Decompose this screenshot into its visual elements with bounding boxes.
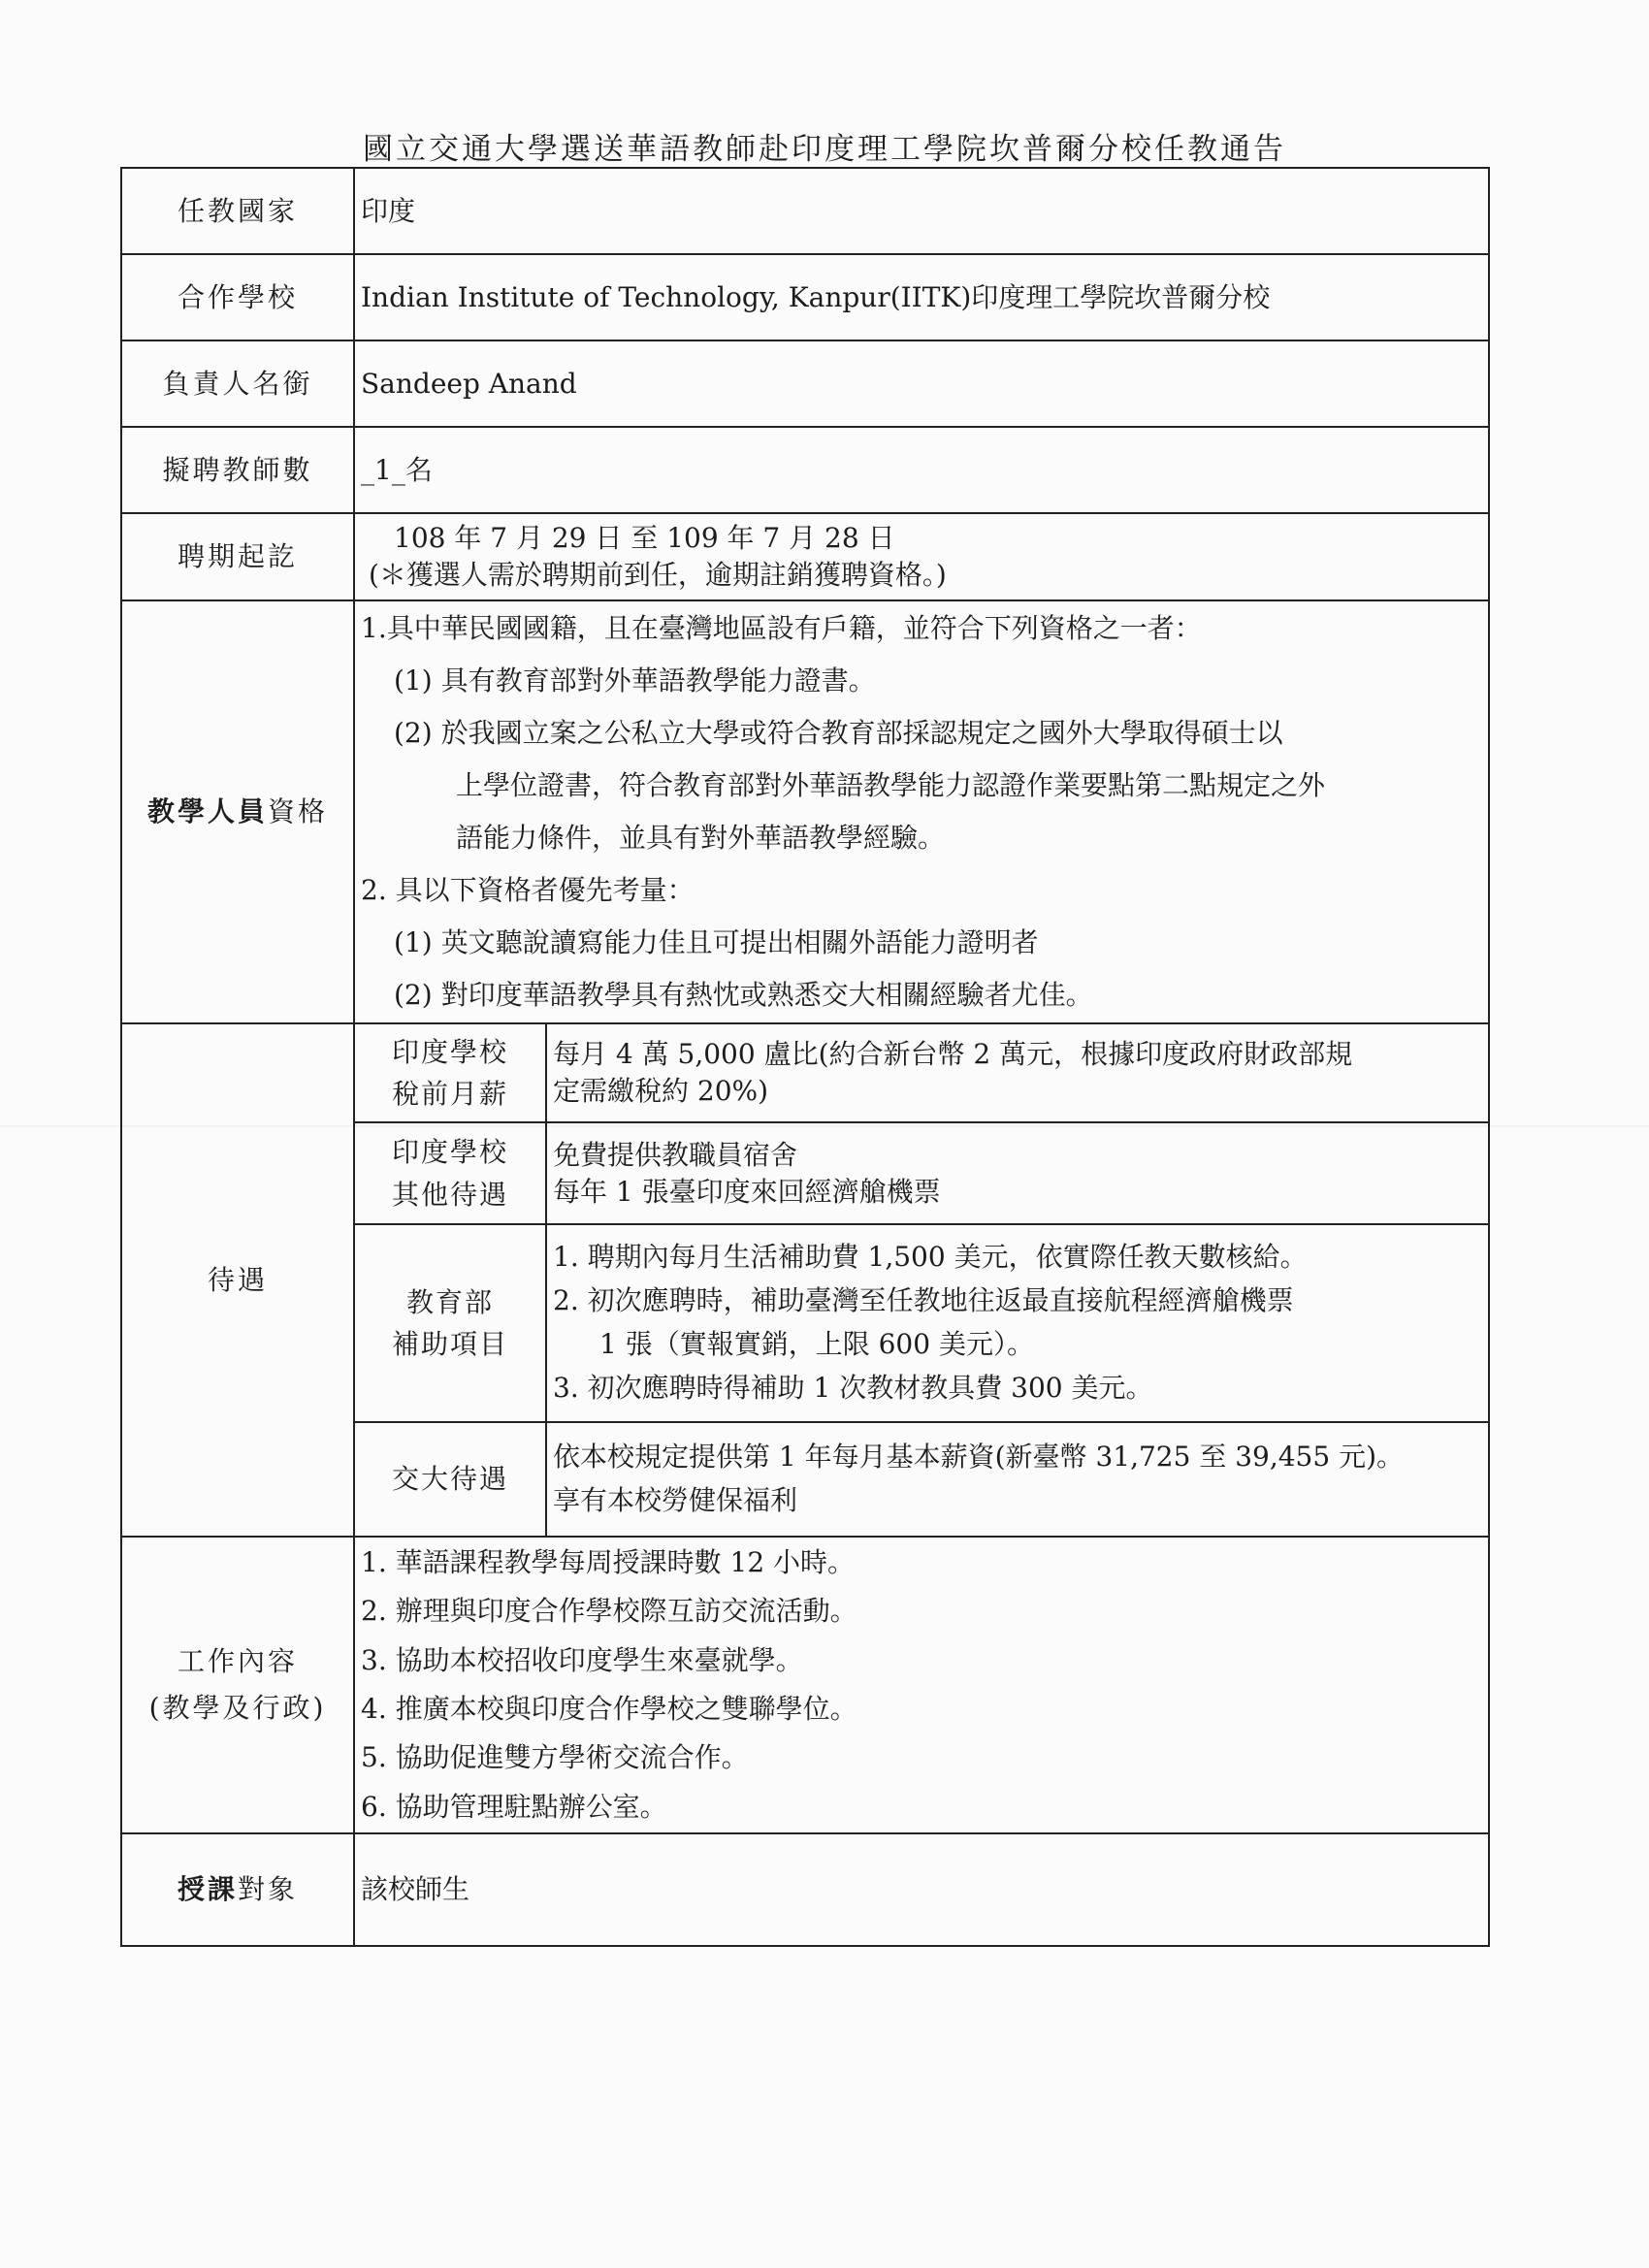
other-value bbox=[546, 1122, 1489, 1224]
headcount-label: 擬聘教師數 bbox=[121, 427, 354, 513]
duty-line: 3. 協助本校招收印度學生來臺就學。 bbox=[361, 1643, 803, 1676]
moe-line: 1 張（實報實銷，上限 600 美元）。 bbox=[599, 1328, 1034, 1360]
period-dates: 108 年 7 月 29 日 至 109 年 7 月 28 日 bbox=[394, 522, 895, 555]
qualification-line: (1) 英文聽說讀寫能力佳且可提出相關外語能力證明者 bbox=[394, 926, 1039, 958]
moe-label-line2: 補助項目 bbox=[391, 1328, 508, 1360]
row-period bbox=[121, 513, 1489, 600]
moe-value bbox=[546, 1224, 1489, 1422]
duty-line: 1. 華語課程教學每周授課時數 12 小時。 bbox=[361, 1545, 856, 1578]
period-value bbox=[354, 513, 1489, 600]
duties-label-line1: 工作內容 bbox=[177, 1645, 298, 1678]
moe-line: 2. 初次應聘時，補助臺灣至任教地往返最直接航程經濟艙機票 bbox=[553, 1284, 1294, 1317]
moe-line: 3. 初次應聘時得補助 1 次教材教具費 300 美元。 bbox=[553, 1371, 1153, 1404]
qualifications-label bbox=[121, 600, 354, 1023]
other-line1: 免費提供教職員宿舍 bbox=[553, 1138, 798, 1171]
qualification-line: 1.具中華民國國籍，且在臺灣地區設有戶籍，並符合下列資格之一者： bbox=[361, 612, 1202, 644]
nctu-line2: 享有本校勞健保福利 bbox=[553, 1484, 798, 1516]
school-label: 合作學校 bbox=[121, 254, 354, 340]
benefits-label: 待遇 bbox=[121, 1023, 354, 1537]
qualification-line: 語能力條件，並具有對外華語教學經驗。 bbox=[456, 822, 946, 854]
other-label-line1: 印度學校 bbox=[391, 1136, 508, 1169]
other-label bbox=[354, 1122, 546, 1224]
qualification-line: (2) 於我國立案之公私立大學或符合教育部採認規定之國外大學取得碩士以 bbox=[394, 717, 1283, 749]
nctu-line1: 依本校規定提供第 1 年每月基本薪資(新臺幣 31,725 至 39,455 元)。 bbox=[553, 1441, 1405, 1474]
nctu-value bbox=[546, 1422, 1489, 1537]
qualifications-value bbox=[354, 600, 1489, 1023]
salary-label bbox=[354, 1023, 546, 1122]
moe-label bbox=[354, 1224, 546, 1422]
row-contact bbox=[121, 340, 1489, 427]
qualification-line: 2. 具以下資格者優先考量： bbox=[361, 874, 695, 906]
duty-line: 4. 推廣本校與印度合作學校之雙聯學位。 bbox=[361, 1693, 857, 1725]
duty-line: 5. 協助促進雙方學術交流合作。 bbox=[361, 1741, 749, 1774]
qualification-line: (1) 具有教育部對外華語教學能力證書。 bbox=[394, 664, 876, 697]
nctu-label: 交大待遇 bbox=[354, 1422, 546, 1537]
moe-label-line1: 教育部 bbox=[405, 1285, 494, 1318]
other-line2: 每年 1 張臺印度來回經濟艙機票 bbox=[553, 1175, 941, 1208]
duties-label bbox=[121, 1537, 354, 1833]
salary-label-line2: 稅前月薪 bbox=[391, 1078, 508, 1110]
duty-line: 6. 協助管理駐點辦公室。 bbox=[361, 1790, 667, 1823]
row-duties bbox=[121, 1537, 1489, 1833]
row-benefits-salary bbox=[121, 1023, 1489, 1122]
headcount-value: _1_名 bbox=[354, 427, 1489, 513]
period-label: 聘期起訖 bbox=[121, 513, 354, 600]
qualification-line: (2) 對印度華語教學具有熱忱或熟悉交大相關經驗者尤佳。 bbox=[394, 979, 1093, 1011]
contact-value: Sandeep Anand bbox=[354, 340, 1489, 427]
salary-label-line1: 印度學校 bbox=[391, 1035, 508, 1068]
row-audience bbox=[121, 1833, 1489, 1946]
duty-line: 2. 辦理與印度合作學校際互訪交流活動。 bbox=[361, 1595, 857, 1628]
audience-label-bold: 授課 bbox=[177, 1873, 238, 1906]
row-headcount bbox=[121, 427, 1489, 513]
duties-value bbox=[354, 1537, 1489, 1833]
qualification-line: 上學位證書，符合教育部對外華語教學能力認證作業要點第二點規定之外 bbox=[456, 769, 1326, 801]
row-qualifications bbox=[121, 600, 1489, 1023]
country-label: 任教國家 bbox=[121, 168, 354, 254]
salary-line1: 每月 4 萬 5,000 盧比(約合新台幣 2 萬元，根據印度政府財政部規 bbox=[553, 1038, 1353, 1071]
country-value: 印度 bbox=[354, 168, 1489, 254]
row-country bbox=[121, 168, 1489, 254]
other-label-line2: 其他待遇 bbox=[391, 1178, 508, 1211]
audience-value: 該校師生 bbox=[354, 1833, 1489, 1946]
qualifications-label-bold: 教學人員 bbox=[146, 795, 268, 828]
audience-label bbox=[121, 1833, 354, 1946]
duties-label-line2: (教學及行政) bbox=[148, 1692, 327, 1724]
salary-value bbox=[546, 1023, 1489, 1122]
row-school bbox=[121, 254, 1489, 340]
contact-label: 負責人名銜 bbox=[121, 340, 354, 427]
salary-line2: 定需繳稅約 20%) bbox=[553, 1075, 769, 1107]
moe-line: 1. 聘期內每月生活補助費 1,500 美元，依實際任教天數核給。 bbox=[553, 1241, 1308, 1274]
period-note: (＊獲選人需於聘期前到任，逾期註銷獲聘資格。) bbox=[369, 559, 947, 591]
document-title: 國立交通大學選送華語教師赴印度理工學院坎普爾分校任教通告 bbox=[363, 132, 1286, 167]
audience-label-rest: 對象 bbox=[238, 1873, 299, 1906]
qualifications-label-rest: 資格 bbox=[268, 795, 329, 828]
notice-table bbox=[120, 167, 1490, 1947]
school-value: Indian Institute of Technology, Kanpur(IITK)印度理工學院坎普爾分校 bbox=[354, 254, 1489, 340]
